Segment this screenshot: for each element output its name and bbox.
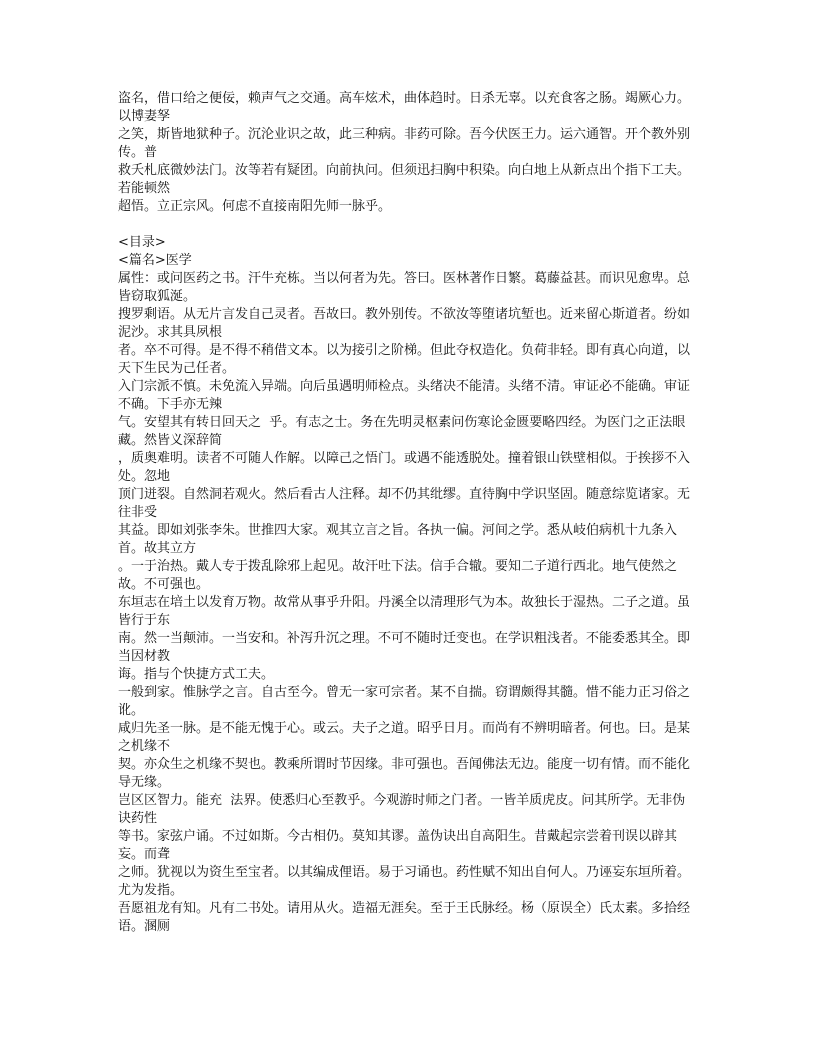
text-line: 之师。犹视以为资生至宝者。以其编成俚语。易于习诵也。药性赋不知出自何人。乃诬妄东垣所着。尤为发指。 <box>118 865 691 898</box>
document-page <box>118 90 698 936</box>
text-line: 盗名，借口给之便佞，赖声气之交通。高车炫术，曲体趋时。日杀无辜。以充食客之肠。竭厥心力。以博妻孥 <box>118 91 691 124</box>
text-line: ，质奥难明。读者不可随人作解。以障己之悟门。或遇不能透脱处。撞着银山铁壁相似。于挨拶不入处。忽地 <box>118 451 691 484</box>
text-line: 吾愿祖龙有知。凡有二书处。请用从火。造福无涯矣。至于王氏脉经。杨（原误全）氏太素。多拾经语。溷厕 <box>118 901 691 934</box>
text-line: 属性：或问医药之书。汗牛充栋。当以何者为先。答曰。医林著作日繁。葛藤益甚。而识见愈卑。总皆窃取狐涎。 <box>118 271 691 304</box>
text-line: 东垣志在培土以发育万物。故常从事乎升阳。丹溪全以清理形气为本。故独长于湿热。二子之道。虽皆行于东 <box>118 595 691 628</box>
text-line: 者。卒不可得。是不得不稍借文本。以为接引之阶梯。但此夺权造化。负荷非轻。即有真心向道，以天下生民为己任者。 <box>118 343 691 376</box>
text-line: 岂区区智力。能充 法界。使悉归心至教乎。今观游时师之门者。一皆羊质虎皮。问其所学。无非伪诀药性 <box>118 793 686 826</box>
text-line: 顶门迸裂。自然洞若观火。然后看古人注释。却不仍其纰缪。直待胸中学识坚固。随意综览诸家。无往非受 <box>118 487 691 520</box>
text-line: 咸归先圣一脉。是不能无愧于心。或云。夫子之道。昭乎日月。而尚有不辨明暗者。何也。曰。是某之机缘不 <box>118 721 691 754</box>
text-line: 超悟。立正宗风。何虑不直接南阳先师一脉乎。 <box>118 199 392 214</box>
paragraph-gap <box>118 216 698 234</box>
body-text <box>118 270 698 936</box>
section-label: <篇名>医学 <box>118 253 192 268</box>
text-line: 其益。即如刘张李朱。世推四大家。观其立言之旨。各执一偏。河间之学。悉从岐伯病机十九条入首。故其立方 <box>118 523 678 556</box>
intro-paragraph <box>118 90 698 216</box>
toc-label: <目录> <box>118 235 166 250</box>
text-line: 气。安望其有转日回天之 乎。有志之士。务在先明灵枢素问伤寒论金匮要略四经。为医门之正法眼藏。然皆义深辞简 <box>118 415 686 448</box>
text-line: 救夭札底微妙法门。汝等若有疑团。向前执问。但须迅扫胸中积染。向白地上从新点出个指下工夫。若能顿然 <box>118 163 691 196</box>
text-line: 等书。家弦户诵。不过如斯。今古相仍。莫知其谬。盖伪诀出自高阳生。昔戴起宗尝着刊误以辟其妄。而聋 <box>118 829 678 862</box>
text-line: 之笑，斯皆地狱种子。沉沦业识之故，此三种病。非药可除。吾今伏医王力。运六通智。开个教外别传。普 <box>118 127 691 160</box>
text-line: 南。然一当颠沛。一当安和。补泻升沉之理。不可不随时迁变也。在学识粗浅者。不能委悉其全。即当因材教 <box>118 631 691 664</box>
text-line: 搜罗剩语。从无片言发自己灵者。吾故曰。教外别传。不欲汝等堕诸坑堑也。近来留心斯道者。纷如泥沙。求其具夙根 <box>118 307 691 340</box>
text-line: 。一于治热。戴人专于拨乱除邪上起见。故汗吐下法。信手合辙。要知二子道行西北。地气使然之故。不可强也。 <box>118 559 678 592</box>
text-line: 一般到家。惟脉学之言。自古至今。曾无一家可宗者。某不自揣。窃谓颇得其髓。惜不能力正习俗之讹。 <box>118 685 691 718</box>
text-line: 诲。指与个快捷方式工夫。 <box>118 667 275 682</box>
text-line: 入门宗派不慎。未免流入异端。向后虽遇明师检点。头绪决不能清。头绪不清。审证必不能确。审证不确。下手亦无辣 <box>118 379 691 412</box>
text-line: 契。亦众生之机缘不契也。教乘所谓时节因缘。非可强也。吾闻佛法无边。能度一切有情。而不能化导无缘。 <box>118 757 691 790</box>
